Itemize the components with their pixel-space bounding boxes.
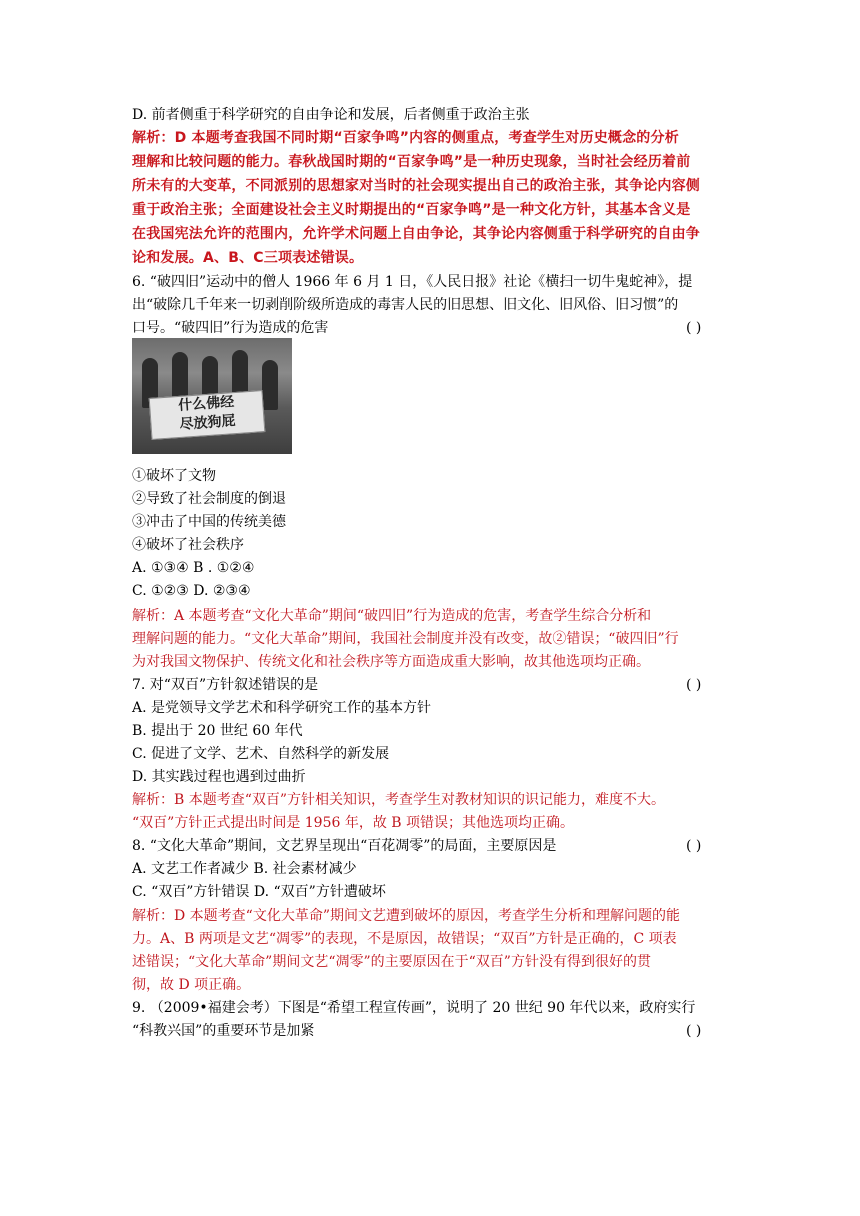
q7-option: C. 促进了文学、艺术、自然科学的新发展 (132, 746, 390, 762)
q6-analysis-line: 为对我国文物保护、传统文化和社会秩序等方面造成重大影响，故其他选项均正确。 (132, 654, 650, 670)
q7-analysis-line: “双百”方针正式提出时间是 1956 年，故 B 项错误；其他选项均正确。 (132, 815, 575, 831)
q8-analysis-line: 解析：D 本题考查“文化大革命”期间文艺遭到破坏的原因，考查学生分析和理解问题的能 (132, 908, 680, 924)
q5-analysis-line: 重于政治主张；全面建设社会主义时期提出的“百家争鸣”是一种文化方针，其基本含义是 (132, 202, 691, 218)
q7-option: B. 提出于 20 世纪 60 年代 (132, 723, 303, 739)
q8-answer-paren: ( ) (686, 838, 702, 854)
q6-analysis-line: 解析：A 本题考查“文化大革命”期间“破四旧”行为造成的危害，考查学生综合分析和 (132, 608, 652, 624)
q6-historical-photo (132, 338, 292, 454)
q7-option: D. 其实践过程也遇到过曲折 (132, 769, 306, 785)
q5-option-d: D. 前者侧重于科学研究的自由争论和发展，后者侧重于政治主张 (132, 107, 530, 123)
q6-item: ①破坏了文物 (132, 468, 216, 484)
q5-analysis-line: 论和发展。A、B、C三项表述错误。 (132, 250, 364, 266)
q8-option: A. 文艺工作者减少 B. 社会素材减少 (132, 861, 357, 877)
q9-answer-paren: ( ) (686, 1023, 702, 1039)
q6-option: C. ①②③ D. ②③④ (132, 583, 251, 599)
photo-sign-line: 什么佛经 (177, 394, 235, 414)
q8-stem: 8. “文化大革命”期间，文艺界呈现出“百花凋零”的局面，主要原因是 (132, 838, 557, 854)
q5-analysis-line: 在我国宪法允许的范围内，允许学术问题上自由争论，其争论内容侧重于科学研究的自由争 (132, 226, 700, 242)
q6-item: ④破坏了社会秩序 (132, 537, 244, 553)
q7-stem: 7. 对“双百”方针叙述错误的是 (132, 677, 319, 693)
q6-option: A. ①③④ B . ①②④ (132, 560, 255, 576)
q8-analysis-line: 力。A、B 两项是文艺“凋零”的表现，不是原因，故错误；“双百”方针是正确的，C 项表 (132, 931, 677, 947)
q7-analysis-line: 解析：B 本题考查“双百”方针相关知识，考查学生对教材知识的识记能力，难度不大。 (132, 792, 666, 808)
q6-stem-line: 出“破除几千年来一切剥削阶级所造成的毒害人民的旧思想、旧文化、旧风俗、旧习惯”的 (132, 297, 679, 313)
q5-analysis-line: 理解和比较问题的能力。春秋战国时期的“百家争鸣”是一种历史现象，当时社会经历着前 (132, 154, 691, 170)
photo-sign-line: 尽放狗屁 (179, 413, 237, 433)
q7-option: A. 是党领导文学艺术和科学研究工作的基本方针 (132, 700, 432, 716)
q8-option: C. “双百”方针错误 D. “双百”方针遭破坏 (132, 884, 386, 900)
q7-answer-paren: ( ) (686, 677, 702, 693)
q6-item: ③冲击了中国的传统美德 (132, 514, 286, 530)
q6-stem-line: 口号。“破四旧”行为造成的危害 (132, 320, 329, 336)
photo-figure (262, 360, 278, 410)
q8-analysis-line: 彻，故 D 项正确。 (132, 977, 251, 993)
q6-item: ②导致了社会制度的倒退 (132, 491, 286, 507)
q5-analysis-line: 解析：D 本题考查我国不同时期“百家争鸣”内容的侧重点，考查学生对历史概念的分析 (132, 130, 679, 146)
q6-analysis-line: 理解问题的能力。“文化大革命”期间，我国社会制度并没有改变，故②错误；“破四旧”行 (132, 631, 679, 647)
q9-stem-line: 9. （2009•福建会考）下图是“希望工程宣传画”，说明了 20 世纪 90 年代以来，政府实行 (132, 1000, 696, 1016)
photo-protest-sign (149, 390, 266, 440)
q8-analysis-line: 述错误；“文化大革命”期间文艺“凋零”的主要原因在于“双百”方针没有得到很好的贯 (132, 954, 651, 970)
q9-stem-line: “科教兴国”的重要环节是加紧 (132, 1023, 315, 1039)
q5-analysis-line: 所未有的大变革，不同派别的思想家对当时的社会现实提出自己的政治主张，其争论内容侧 (132, 178, 700, 194)
q6-stem-line: 6. “破四旧”运动中的僧人 1966 年 6 月 1 日，《人民日报》社论《横扫一切牛鬼蛇神》，提 (132, 274, 693, 290)
q6-answer-paren: ( ) (686, 320, 702, 336)
